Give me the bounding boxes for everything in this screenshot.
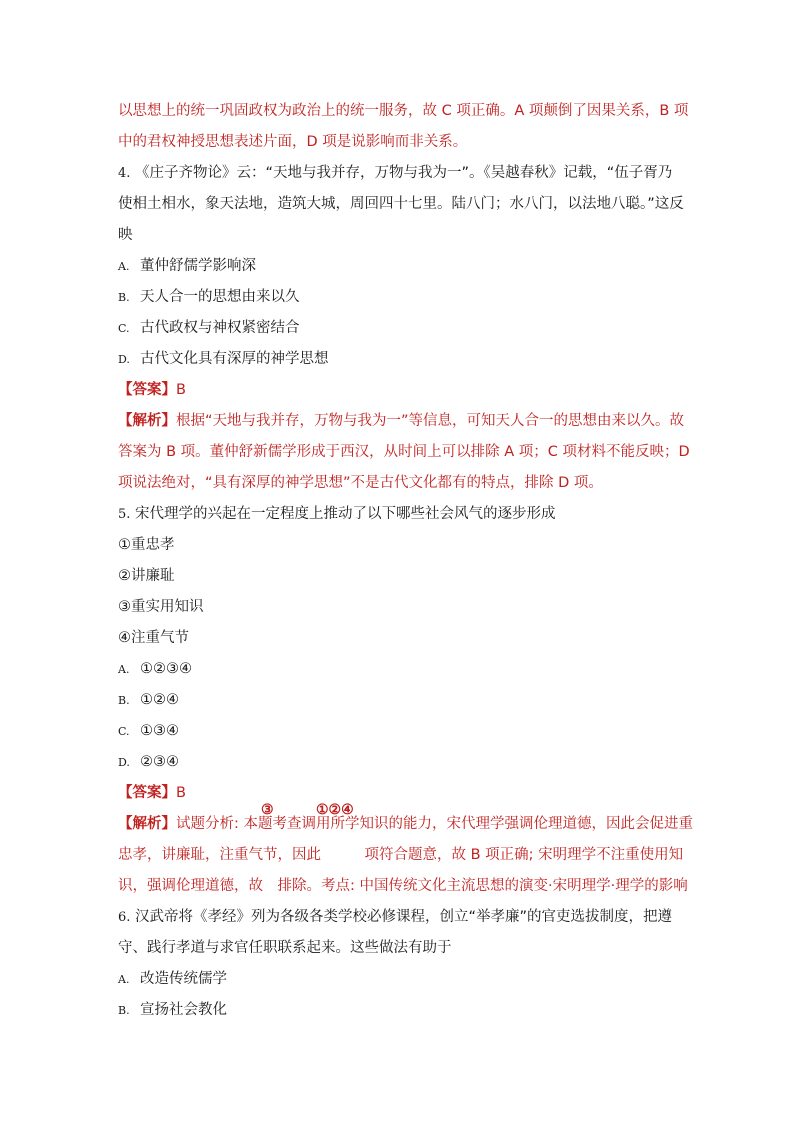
prev-analysis-line-1: 以思想上的统一巩固政权为政治上的统一服务，故 C 项正确。A 项颠倒了因果关系，B 项 [118, 103, 689, 119]
option-text: 天人合一的思想由来以久 [140, 289, 300, 305]
answer-label: 【答案】 [118, 382, 176, 398]
q4-stem-line-3: 映 [118, 227, 133, 243]
q5-stem [118, 499, 684, 530]
q4-stem-line-2: 使相土相水，象天法地，造筑大城，周回四十七里。陆八门；水八门，以法地八聪。”这反 [118, 196, 684, 212]
overlay-mark-124: ①②④ [316, 802, 354, 818]
q5-option-a [118, 654, 684, 685]
option-letter: C. [118, 725, 130, 738]
option-text: 改造传统儒学 [140, 971, 227, 987]
q5-item-1: ①重忠孝 [118, 537, 175, 553]
option-text: ①②③④ [140, 661, 192, 677]
option-letter: D. [118, 756, 130, 769]
q5-item-3: ③重实用知识 [118, 599, 204, 615]
q5-analysis-line-2: 忠孝，讲廉耻，注重气节，因此 项符合题意，故 B 项正确; 宋明理学不注重使用知 [118, 847, 684, 863]
analysis-label: 【解析】 [118, 413, 176, 429]
q6-option-a [118, 964, 684, 995]
option-letter: A. [118, 663, 130, 676]
q5-answer [118, 778, 684, 809]
q4-option-d [118, 344, 684, 375]
q4-analysis-line-3: 项说法绝对，“具有深厚的神学思想”不是古代文化都有的特点，排除 D 项。 [118, 475, 603, 491]
option-text: 古代政权与神权紧密结合 [140, 320, 300, 336]
option-text: 董仲舒儒学影响深 [140, 258, 256, 274]
option-text: 古代文化具有深厚的神学思想 [140, 351, 329, 367]
document-page [118, 96, 693, 1026]
q6-stem-line-1 [118, 902, 684, 933]
q4-analysis-line-1 [118, 406, 684, 437]
q6-stem-text-1: 汉武帝将《孝经》列为各级各类学校必修课程，创立“举孝廉”的官吏选拔制度，把遵 [135, 909, 673, 925]
q5-option-b [118, 685, 684, 716]
option-text: ②③④ [140, 754, 179, 770]
q5-item-2: ②讲廉耻 [118, 568, 175, 584]
q4-number: 4. [118, 166, 131, 181]
q4-analysis-line-2: 答案为 B 项。董仲舒新儒学形成于西汉，从时间上可以排除 A 项；C 项材料不能反映；D [118, 444, 690, 460]
q5-number: 5. [118, 507, 131, 522]
q4-option-b [118, 282, 684, 313]
prev-analysis-line-2: 中的君权神授思想表述片面，D 项是说影响而非关系。 [118, 134, 468, 150]
q4-answer [118, 375, 684, 406]
option-letter: B. [118, 694, 130, 707]
option-letter: D. [118, 353, 130, 366]
q5-analysis-line-1 [118, 802, 693, 840]
answer-value: B [176, 785, 186, 801]
q5-stem-text: 宋代理学的兴起在一定程度上推动了以下哪些社会风气的逐步形成 [135, 506, 556, 522]
q4-option-c [118, 313, 684, 344]
answer-label: 【答案】 [118, 785, 176, 801]
overlay-mark-3: ③ [261, 802, 274, 818]
q4-option-a [118, 251, 684, 282]
option-text: 宣扬社会教化 [140, 1002, 227, 1018]
q5-analysis-line-3: 识，强调伦理道德，故 排除。考点: 中国传统文化主流思想的演变·宋明理学·理学的影响 [118, 878, 688, 894]
q4-stem-text-1: 《庄子齐物论》云：“天地与我并存，万物与我为一”。《吴越春秋》记载，“伍子胥乃 [135, 165, 673, 181]
q5-option-d [118, 747, 684, 778]
option-letter: C. [118, 322, 130, 335]
analysis-text: 根据“天地与我并存，万物与我为一”等信息，可知天人合一的思想由来以久。故 [176, 413, 685, 429]
option-text: ①②④ [140, 692, 179, 708]
q6-number: 6. [118, 910, 131, 925]
q5-option-c [118, 716, 684, 747]
option-letter: A. [118, 973, 130, 986]
option-letter: B. [118, 291, 130, 304]
q5-item-4: ④注重气节 [118, 630, 189, 646]
analysis-label: 【解析】 [118, 816, 176, 832]
option-text: ①③④ [140, 723, 179, 739]
q6-stem-line-2: 守、践行孝道与求官任职联系起来。这些做法有助于 [118, 940, 452, 956]
analysis-text: 试题分析: 本题考查调用所学知识的能力，宋代理学强调伦理道德，因此会促进重 [176, 816, 693, 832]
option-letter: A. [118, 260, 130, 273]
q4-stem-line-1 [118, 158, 684, 189]
option-letter: B. [118, 1004, 130, 1017]
q6-option-b [118, 995, 684, 1026]
answer-value: B [176, 382, 186, 398]
